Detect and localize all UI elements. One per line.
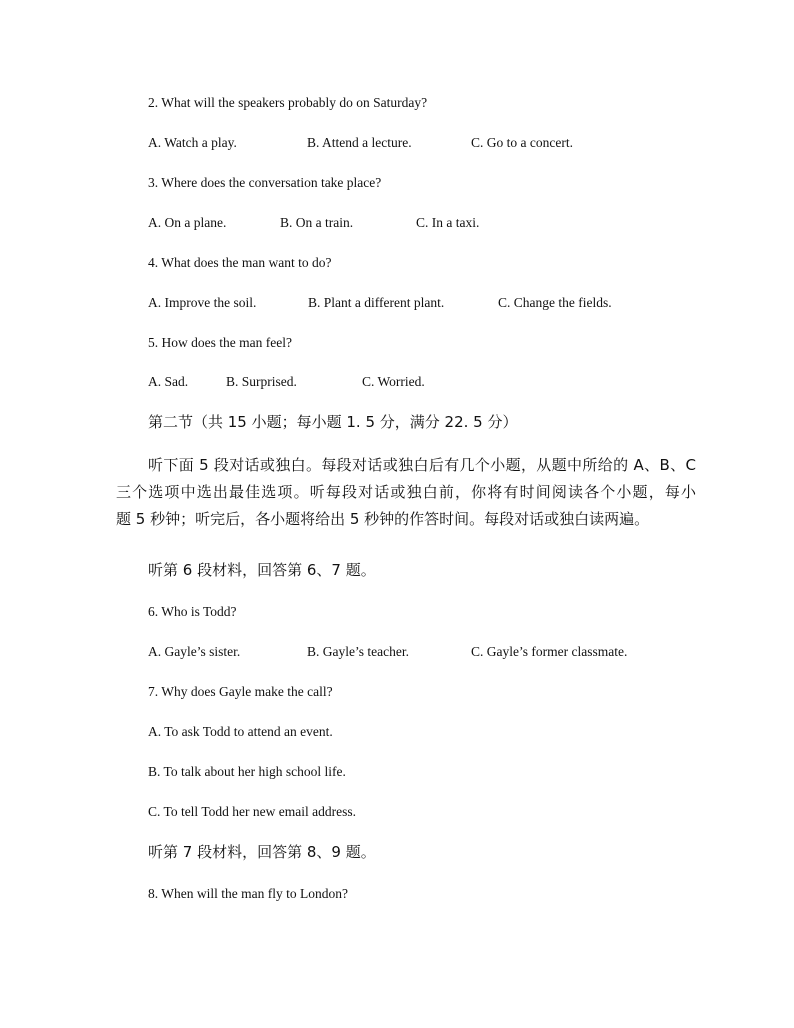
question-4-stem: 4. What does the man want to do?: [148, 255, 332, 270]
question-6-option-b: B. Gayle’s teacher.: [307, 644, 409, 659]
question-3-option-c: C. In a taxi.: [416, 215, 480, 230]
question-5-option-a: A. Sad.: [148, 374, 189, 389]
question-8-stem: 8. When will the man fly to London?: [148, 886, 348, 901]
question-7-stem: 7. Why does Gayle make the call?: [148, 684, 333, 699]
question-6-option-a: A. Gayle’s sister.: [148, 644, 241, 659]
instructions-line-2: 三个选项中选出最佳选项。听每段对话或独白前，你将有时间阅读各个小题，每小: [116, 483, 696, 501]
question-5-stem: 5. How does the man feel?: [148, 335, 292, 350]
question-4-option-a: A. Improve the soil.: [148, 295, 257, 310]
passage-7-prompt: 听第 7 段材料，回答第 8、9 题。: [148, 843, 376, 861]
passage-6-prompt: 听第 6 段材料，回答第 6、7 题。: [148, 561, 376, 579]
question-3-option-b: B. On a train.: [280, 215, 354, 230]
question-3-stem: 3. Where does the conversation take place?: [148, 175, 382, 190]
question-2-stem: 2. What will the speakers probably do on Saturday?: [148, 95, 428, 110]
question-2-option-a: A. Watch a play.: [148, 135, 237, 150]
instructions-line-3: 题 5 秒钟；听完后，各小题将给出 5 秒钟的作答时间。每段对话或独白读两遍。: [116, 510, 650, 528]
question-5-option-c: C. Worried.: [362, 374, 425, 389]
question-6-option-c: C. Gayle’s former classmate.: [471, 644, 628, 659]
instructions-line-1: 听下面 5 段对话或独白。每段对话或独白后有几个小题，从题中所给的 A、B、C: [148, 456, 696, 474]
question-3-option-a: A. On a plane.: [148, 215, 227, 230]
question-7-option-c: C. To tell Todd her new email address.: [148, 804, 356, 819]
question-4-option-c: C. Change the fields.: [498, 295, 612, 310]
question-7-option-a: A. To ask Todd to attend an event.: [148, 724, 333, 739]
question-6-stem: 6. Who is Todd?: [148, 604, 237, 619]
question-5-option-b: B. Surprised.: [226, 374, 297, 389]
section-2-instructions: [116, 452, 696, 533]
question-2-option-c: C. Go to a concert.: [471, 135, 573, 150]
section-2-header: 第二节（共 15 小题；每小题 1. 5 分，满分 22. 5 分）: [148, 413, 518, 431]
question-7-option-b: B. To talk about her high school life.: [148, 764, 346, 779]
question-2-option-b: B. Attend a lecture.: [307, 135, 412, 150]
question-4-option-b: B. Plant a different plant.: [308, 295, 445, 310]
